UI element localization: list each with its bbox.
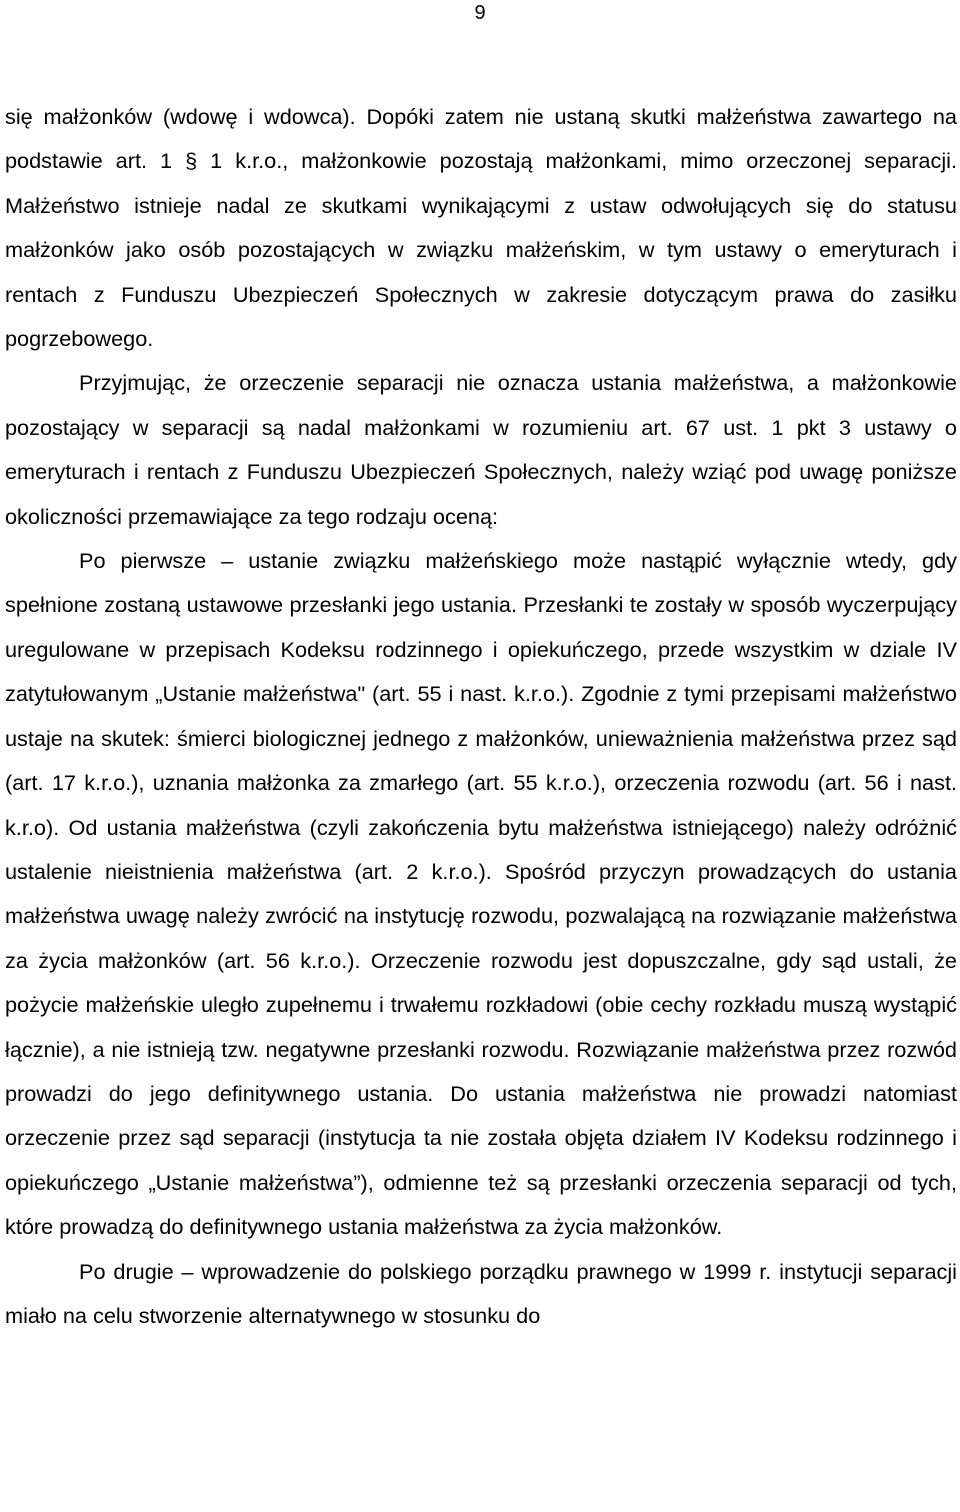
page-number: 9 (474, 2, 486, 24)
paragraph-4: Po drugie – wprowadzenie do polskiego porządku prawnego w 1999 r. instytucji separacji miało na celu stworzenie alternatywnego w stosunku do (5, 1258, 957, 1328)
document-body (5, 95, 957, 1338)
paragraph-3: Po pierwsze – ustanie związku małżeńskiego może nastąpić wyłącznie wtedy, gdy spełnione zostaną ustawowe przesłanki jego ustania. Przesłanki te zostały w sposób wyczerpujący uregulowane w przepisach Kodeksu rodzinnego i opiekuńczego, przede wszystkim w dziale IV zatytułowanym „Ustanie małżeństwa" (art. 55 i nast. k.r.o.). Zgodnie z tymi przepisami małżeństwo ustaje na skutek: śmierci biologicznej jednego z małżonków, unieważnienia małżeństwa przez sąd (art. 17 k.r.o.), uznania małżonka za zmarłego (art. 55 k.r.o.), orzeczenia rozwodu (art. 56 i nast. k.r.o). Od ustania małżeństwa (czyli zakończenia bytu małżeństwa istniejącego) należy odróżnić ustalenie nieistnienia małżeństwa (art. 2 k.r.o.). Spośród przyczyn prowadzących do ustania małżeństwa uwagę należy zwrócić na instytucję rozwodu, pozwalającą na rozwiązanie małżeństwa za życia małżonków (art. 56 k.r.o.). Orzeczenie rozwodu jest dopuszczalne, gdy sąd ustali, że pożycie małżeńskie uległo zupełnemu i trwałemu rozkładowi (obie cechy rozkładu muszą wystąpić łącznie), a nie istnieją tzw. negatywne przesłanki rozwodu. Rozwiązanie małżeństwa przez rozwód prowadzi do jego definitywnego ustania. Do ustania małżeństwa nie prowadzi natomiast orzeczenie przez sąd separacji (instytucja ta nie została objęta działem IV Kodeksu rodzinnego i opiekuńczego „Ustanie małżeństwa”), odmienne też są przesłanki orzeczenia separacji od tych, które prowadzą do definitywnego ustania małżeństwa za życia małżonków. (5, 548, 957, 1240)
paragraph-1: się małżonków (wdowę i wdowca). Dopóki zatem nie ustaną skutki małżeństwa zawartego na podstawie art. 1 § 1 k.r.o., małżonkowie pozostają małżonkami, mimo orzeczonej separacji. Małżeństwo istnieje nadal ze skutkami wynikającymi z ustaw odwołujących się do statusu małżonków jako osób pozostających w związku małżeńskim, w tym ustawy o emeryturach i rentach z Funduszu Ubezpieczeń Społecznych w zakresie dotyczącym prawa do zasiłku pogrzebowego. (5, 104, 957, 352)
paragraph-2: Przyjmując, że orzeczenie separacji nie oznacza ustania małżeństwa, a małżonkowie pozostający w separacji są nadal małżonkami w rozumieniu art. 67 ust. 1 pkt 3 ustawy o emeryturach i rentach z Funduszu Ubezpieczeń Społecznych, należy wziąć pod uwagę poniższe okoliczności przemawiające za tego rodzaju oceną: (5, 370, 957, 529)
